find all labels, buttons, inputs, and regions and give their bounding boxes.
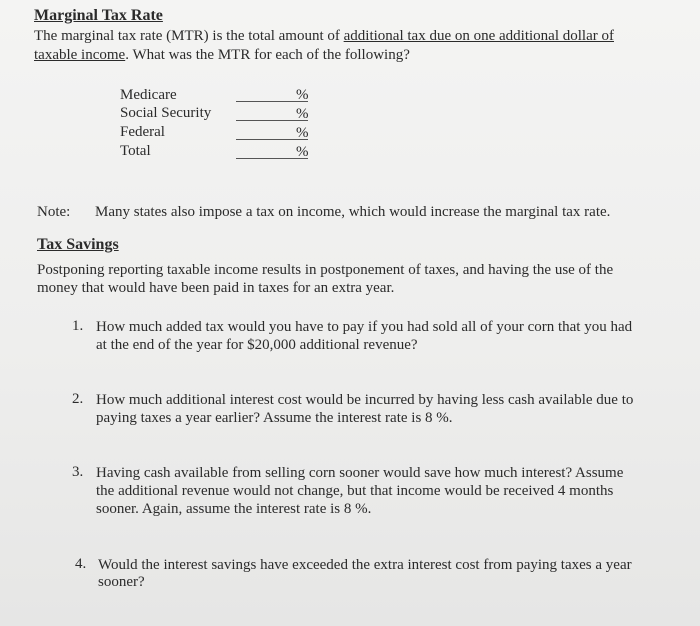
mtr-line2-text: . What was the MTR for each of the following? — [125, 47, 410, 63]
mtr-paragraph-line2 — [34, 46, 410, 65]
question-3-line3: sooner. Again, assume the interest rate is 8 %. — [96, 501, 372, 517]
percent-sign: % — [296, 87, 309, 103]
percent-sign: % — [296, 106, 309, 122]
question-3-line1: Having cash available from selling corn sooner would save how much interest? Assume — [96, 465, 624, 481]
question-4-line2: sooner? — [98, 574, 145, 590]
mtr-paragraph-line1 — [34, 27, 614, 46]
mtr-label-federal: Federal — [120, 124, 165, 140]
mtr-line1-underlined: additional tax due on one additional dollar of — [343, 28, 614, 44]
savings-paragraph-line1: Postponing reporting taxable income results in postponement of taxes, and having the use of the — [37, 262, 614, 278]
mtr-heading: Marginal Tax Rate — [34, 7, 163, 24]
question-3-line2: the additional revenue would not change, but that income would be received 4 months — [96, 483, 614, 499]
question-number: 1. — [72, 318, 84, 334]
question-2-line2: paying taxes a year earlier? Assume the interest rate is 8 %. — [96, 410, 453, 426]
mtr-line2-underlined: taxable income — [34, 47, 126, 63]
mtr-line1-text: The marginal tax rate (MTR) is the total amount of — [34, 28, 344, 44]
percent-sign: % — [296, 125, 309, 141]
mtr-label-total: Total — [120, 143, 151, 159]
note-text: Many states also impose a tax on income, which would increase the marginal tax rate. — [95, 204, 611, 220]
question-number: 3. — [72, 464, 84, 480]
question-number: 4. — [75, 556, 87, 572]
savings-paragraph-line2: money that would have been paid in taxes for an extra year. — [37, 280, 395, 296]
question-4-line1: Would the interest savings have exceeded the extra interest cost from paying taxes a year — [98, 557, 632, 573]
question-number: 2. — [72, 391, 84, 407]
percent-sign: % — [296, 144, 309, 160]
question-1-line2: at the end of the year for $20,000 additional revenue? — [96, 337, 418, 353]
savings-heading: Tax Savings — [37, 236, 119, 253]
question-1-line1: How much added tax would you have to pay if you had sold all of your corn that you had — [96, 319, 633, 335]
mtr-label-medicare: Medicare — [120, 87, 177, 103]
note-label: Note: — [37, 204, 71, 220]
mtr-label-social-security: Social Security — [120, 105, 212, 121]
question-2-line1: How much additional interest cost would be incurred by having less cash available due to — [96, 392, 634, 408]
